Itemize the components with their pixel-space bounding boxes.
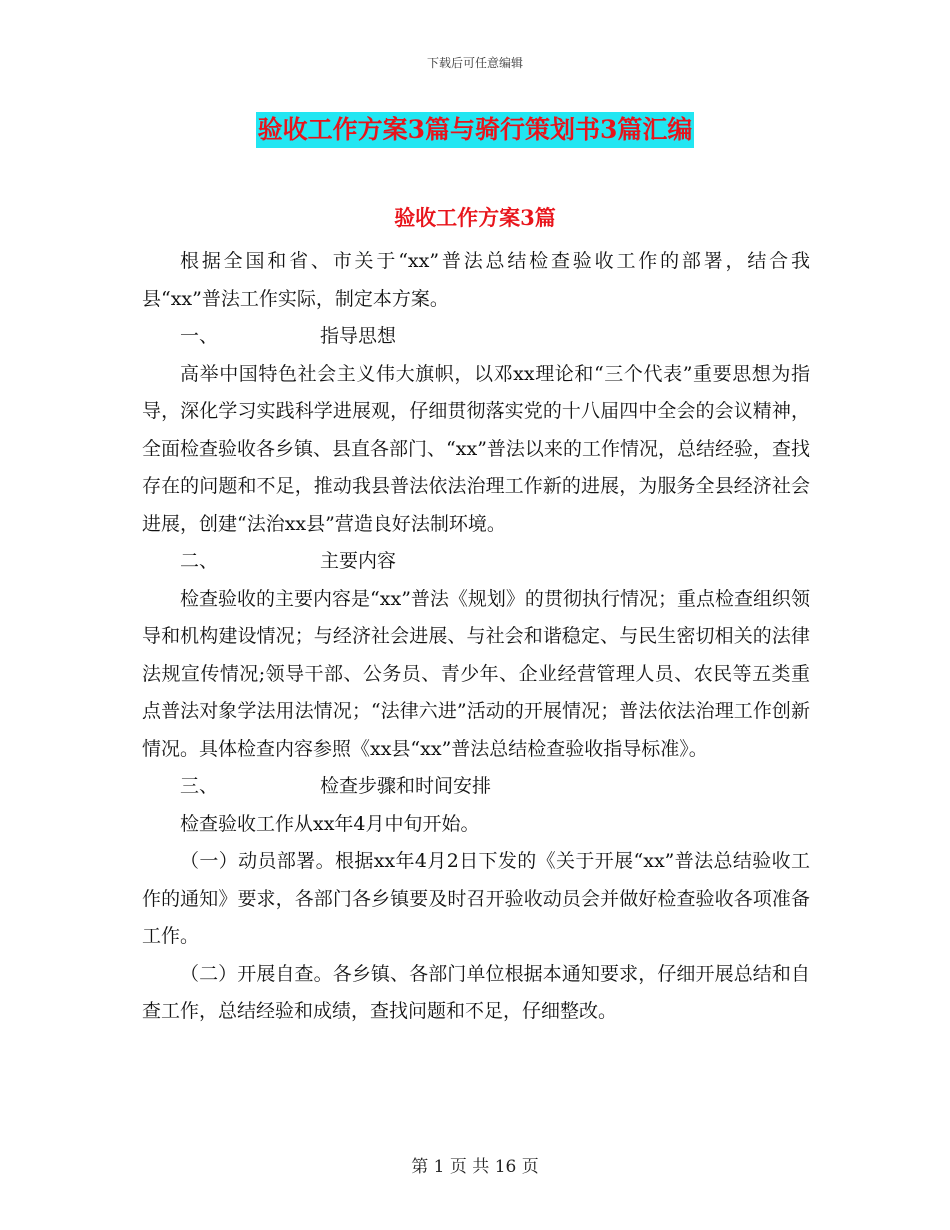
heading-2-number: 二、 (180, 550, 219, 572)
heading-2 (142, 543, 810, 581)
paragraph-2: 检查验收的主要内容是“xx”普法《规划》的贯彻执行情况；重点检查组织领导和机构建设情况；与经济社会进展、与社会和谐稳定、与民生密切相关的法律法规宣传情况;领导干部、公务员、青少年、企业经营管理人员、农民等五类重点普法对象学法用法情况；“法律六进”活动的开展情况；普法依法治理工作创新情况。具体检查内容参照《xx县“xx”普法总结检查验收指导标准》。 (142, 587, 810, 760)
paragraph-1: 高举中国特色社会主义伟大旗帜，以邓xx理论和“三个代表”重要思想为指导，深化学习实践科学进展观，仔细贯彻落实党的十八届四中全会的会议精神，全面检查验收各乡镇、县直各部门、“xx”普法以来的工作情况，总结经验，查找存在的问题和不足，推动我县普法依法治理工作新的进展，为服务全县经济社会进展，创建“法治xx县”营造良好法制环境。 (142, 362, 810, 535)
heading-1 (142, 318, 810, 356)
heading-2-text: 主要内容 (320, 550, 397, 572)
document-title-text: 验收工作方案3篇与骑行策划书3篇汇编 (256, 112, 695, 148)
document-title (0, 112, 950, 148)
intro-paragraph: 根据全国和省、市关于“xx”普法总结检查验收工作的部署，结合我县“xx”普法工作实际，制定本方案。 (142, 250, 810, 310)
page-footer: 第 1 页 共 16 页 (411, 1157, 539, 1177)
heading-1-text: 指导思想 (320, 325, 397, 347)
paragraph-4: （一）动员部署。根据xx年4月2日下发的《关于开展“xx”普法总结验收工作的通知》要求，各部门各乡镇要及时召开验收动员会并做好检查验收各项准备工作。 (142, 850, 810, 947)
paragraph-5: （二）开展自查。各乡镇、各部门单位根据本通知要求，仔细开展总结和自查工作，总结经验和成绩，查找问题和不足，仔细整改。 (142, 962, 810, 1022)
document-body (142, 243, 810, 1031)
section-title: 验收工作方案3篇 (394, 205, 556, 230)
heading-1-number: 一、 (180, 325, 219, 347)
header-note: 下载后可任意编辑 (426, 56, 523, 70)
paragraph-3: 检查验收工作从xx年4月中旬开始。 (180, 812, 480, 835)
heading-3-number: 三、 (180, 775, 219, 797)
heading-3-text: 检查步骤和时间安排 (320, 775, 492, 797)
heading-3 (142, 768, 810, 806)
